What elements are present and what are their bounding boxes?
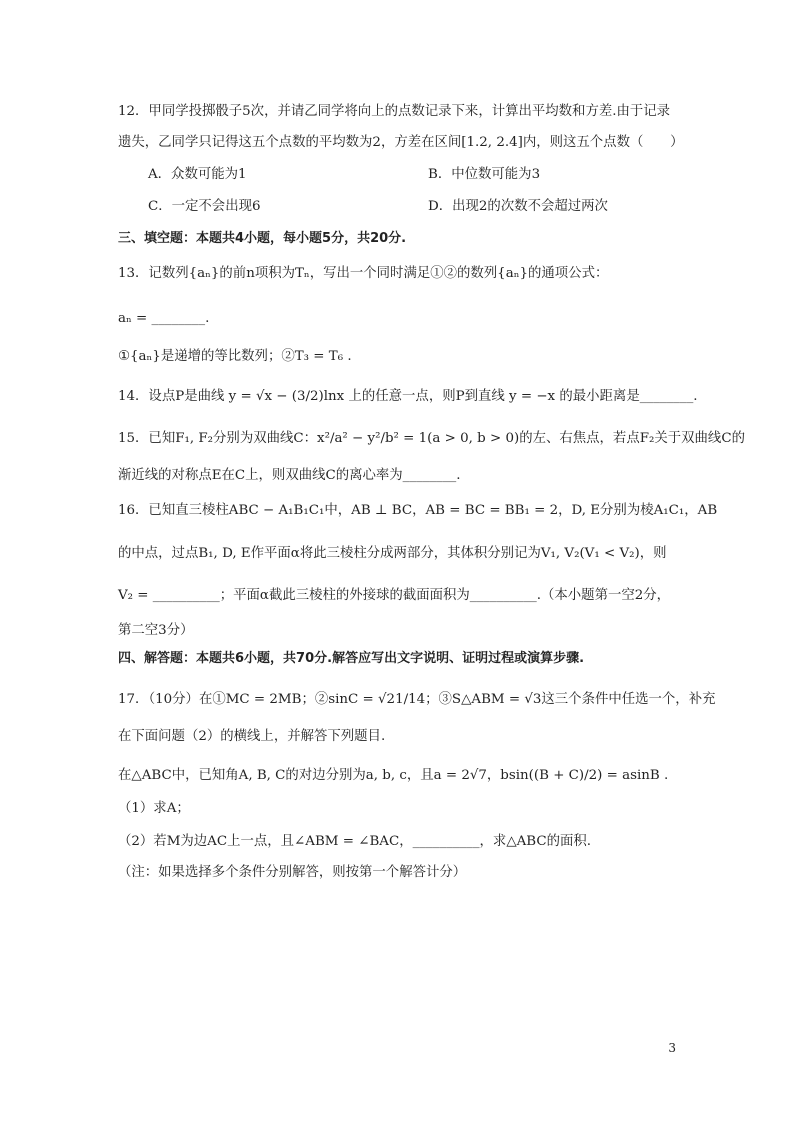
- q16-line-3: V₂ = __________；平面α截此三棱柱的外接球的截面面积为__________.（本小题第一空2分，: [118, 588, 671, 603]
- q17-line-1: 17．（10分）在①MC = 2MB；②sinC = √21/14；③S△ABM = √3这三个条件中任选一个，补充: [118, 692, 716, 707]
- q16-line-4: 第二空3分）: [118, 623, 194, 638]
- q16-line-1: 16．已知直三棱柱ABC − A₁B₁C₁中，AB ⊥ BC，AB = BC = BB₁ = 2，D, E分别为棱A₁C₁，AB: [118, 503, 718, 518]
- q17-part-1: （1）求A；: [118, 801, 190, 816]
- q17-line-2: 在下面问题（2）的横线上，并解答下列题目.: [118, 729, 386, 744]
- q15-line-1: 15．已知F₁, F₂分别为双曲线C：x²/a² − y²/b² = 1(a > 0, b > 0)的左、右焦点，若点F₂关于双曲线C的: [118, 431, 745, 446]
- q12-option-a: A．众数可能为1: [148, 167, 247, 182]
- q13-line-3: ①{aₙ}是递增的等比数列；②T₃ = T₆ .: [118, 349, 352, 364]
- section-4-heading: 四、解答题：本题共6小题，共70分.解答应写出文字说明、证明过程或演算步骤.: [118, 651, 585, 666]
- q17-part-2: （2）若M为边AC上一点，且∠ABM = ∠BAC，__________，求△ABC的面积.: [118, 834, 592, 849]
- section-3-heading: 三、填空题：本题共4小题，每小题5分，共20分.: [118, 231, 407, 246]
- page-number: 3: [668, 1041, 676, 1055]
- q12-option-c: C．一定不会出现6: [148, 199, 261, 214]
- q17-line-3: 在△ABC中，已知角A, B, C的对边分别为a, b, c，且a = 2√7，bsin((B + C)/2) = asinB .: [118, 768, 669, 783]
- q12-option-b: B．中位数可能为3: [428, 167, 541, 182]
- q12-option-d: D．出现2的次数不会超过两次: [428, 199, 608, 214]
- q16-line-2: 的中点，过点B₁, D, E作平面α将此三棱柱分成两部分，其体积分别记为V₁, V₂(V₁ < V₂)，则: [118, 546, 667, 561]
- q12-line-1: 12．甲同学投掷骰子5次，并请乙同学将向上的点数记录下来，计算出平均数和方差.由于记录: [118, 104, 671, 119]
- q15-line-2: 渐近线的对称点E在C上，则双曲线C的离心率为________.: [118, 468, 461, 483]
- q13-line-1: 13．记数列{aₙ}的前n项积为Tₙ，写出一个同时满足①②的数列{aₙ}的通项公式：: [118, 266, 609, 281]
- q14-line-1: 14．设点P是曲线 y = √x − (3/2)lnx 上的任意一点，则P到直线 y = −x 的最小距离是________.: [118, 389, 698, 404]
- q13-line-2: aₙ = ________.: [118, 311, 210, 326]
- q12-line-2: 遗失，乙同学只记得这五个点数的平均数为2，方差在区间[1.2, 2.4]内，则这五个点数（ ）: [118, 135, 684, 150]
- q17-note: （注：如果选择多个条件分别解答，则按第一个解答计分）: [118, 865, 467, 880]
